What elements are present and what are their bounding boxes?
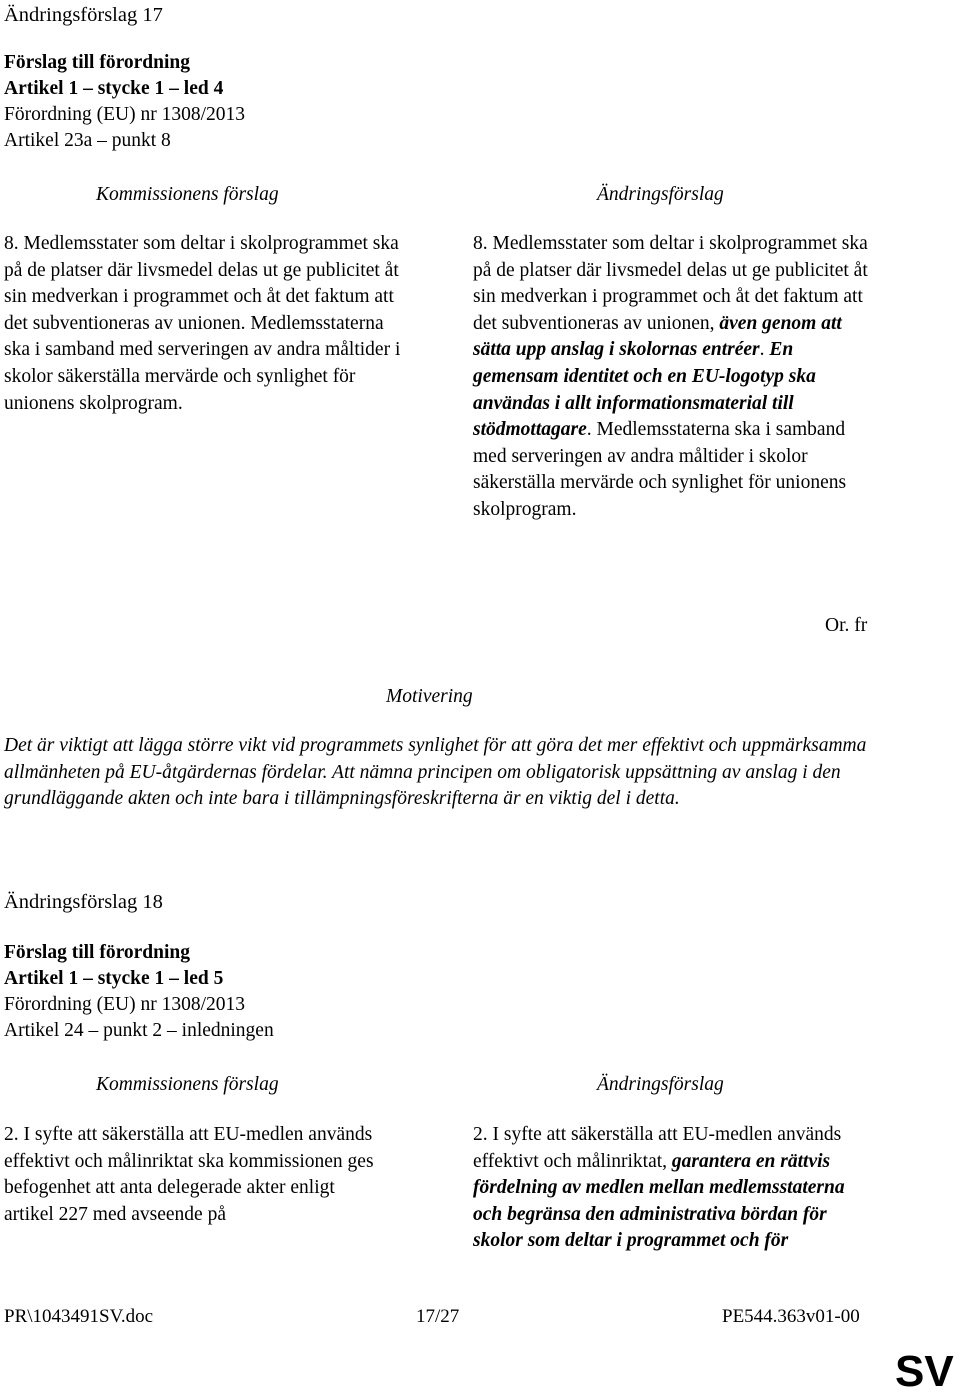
amendment-text-added-2: En gemensam identitet och en EU-logotyp ska användas i allt informationsmaterial till stödmottagare	[473, 339, 816, 441]
amendment-text-added: även genom att sätta upp anslag i skolornas entréer	[473, 312, 842, 361]
footer-pe-reference: PE544.363v01-00	[722, 1306, 860, 1327]
reference-article: Artikel 1 – stycke 1 – led 4	[4, 78, 224, 99]
amendment-text-unchanged: 8. Medlemsstater som deltar i skolprogrammet ska på de platser där livsmedel delas ut ge publicitet åt sin medverkan i programmet och åt det faktum att det subventioneras av unionen,	[473, 233, 868, 334]
reference-article-point: Artikel 23a – punkt 8	[4, 130, 171, 151]
footer-page-number: 17/27	[416, 1306, 460, 1327]
column-head-commission: Kommissionens förslag	[96, 184, 279, 205]
amendment-18-title: Ändringsförslag 18	[4, 891, 163, 913]
amendment-17-reference	[4, 50, 245, 154]
amendment-text-added: garantera en rättvis fördelning av medlen mellan medlemsstaterna och begränsa den administrativa bördan för skolor som deltar i programmet och för	[473, 1150, 845, 1252]
motivation-text: Det är viktigt att lägga större vikt vid programmets synlighet för att göra det mer effektivt och uppmärksamma allmänheten på EU-åtgärdernas fördelar. Att nämna principen om obligatorisk uppsättning av anslag i den grundläggande akten och inte bara i tillämpningsföreskrifterna är en viktig del i detta.	[4, 735, 867, 810]
amendment-18-reference	[4, 940, 274, 1044]
reference-regulation: Förordning (EU) nr 1308/2013	[4, 104, 246, 125]
amendment-text-unchanged-2: . Medlemsstaterna ska i samband med serveringen av andra måltider i skolor säkerställa mervärde och synlighet för unionens skolprogram.	[473, 419, 847, 520]
amendment-text	[473, 231, 878, 524]
footer-doc-id: PR\1043491SV.doc	[4, 1306, 154, 1327]
motivation-heading: Motivering	[386, 686, 473, 707]
reference-proposal: Förslag till förordning	[4, 942, 190, 963]
reference-regulation: Förordning (EU) nr 1308/2013	[4, 994, 246, 1015]
reference-article-point: Artikel 24 – punkt 2 – inledningen	[4, 1020, 274, 1041]
reference-article: Artikel 1 – stycke 1 – led 5	[4, 968, 224, 989]
amendment-text-punct: .	[759, 339, 765, 361]
commission-text: 2. I syfte att säkerställa att EU-medlen används effektivt och målinriktat ska kommissionen ges befogenhet att anta delegerade akter enligt artikel 227 med avseende på	[4, 1124, 374, 1225]
commission-text: 8. Medlemsstater som deltar i skolprogrammet ska på de platser där livsmedel delas ut ge publicitet åt sin medverkan i programmet och åt det faktum att det subventioneras av unionen. Medlemsstaterna ska i samband med serveringen av andra måltider i skolor säkerställa mervärde och synlighet för unionens skolprogram.	[4, 233, 401, 414]
footer-language-code: SV	[895, 1347, 954, 1396]
column-head-amendment: Ändringsförslag	[597, 184, 724, 205]
reference-proposal: Förslag till förordning	[4, 52, 190, 73]
amendment-17-title: Ändringsförslag 17	[4, 4, 163, 26]
amendment-text-unchanged: 2. I syfte att säkerställa att EU-medlen används effektivt och målinriktat,	[473, 1124, 842, 1172]
column-head-commission: Kommissionens förslag	[96, 1074, 279, 1095]
original-language: Or. fr	[825, 615, 868, 636]
column-head-amendment: Ändringsförslag	[597, 1074, 724, 1095]
amendment-text	[473, 1122, 878, 1255]
